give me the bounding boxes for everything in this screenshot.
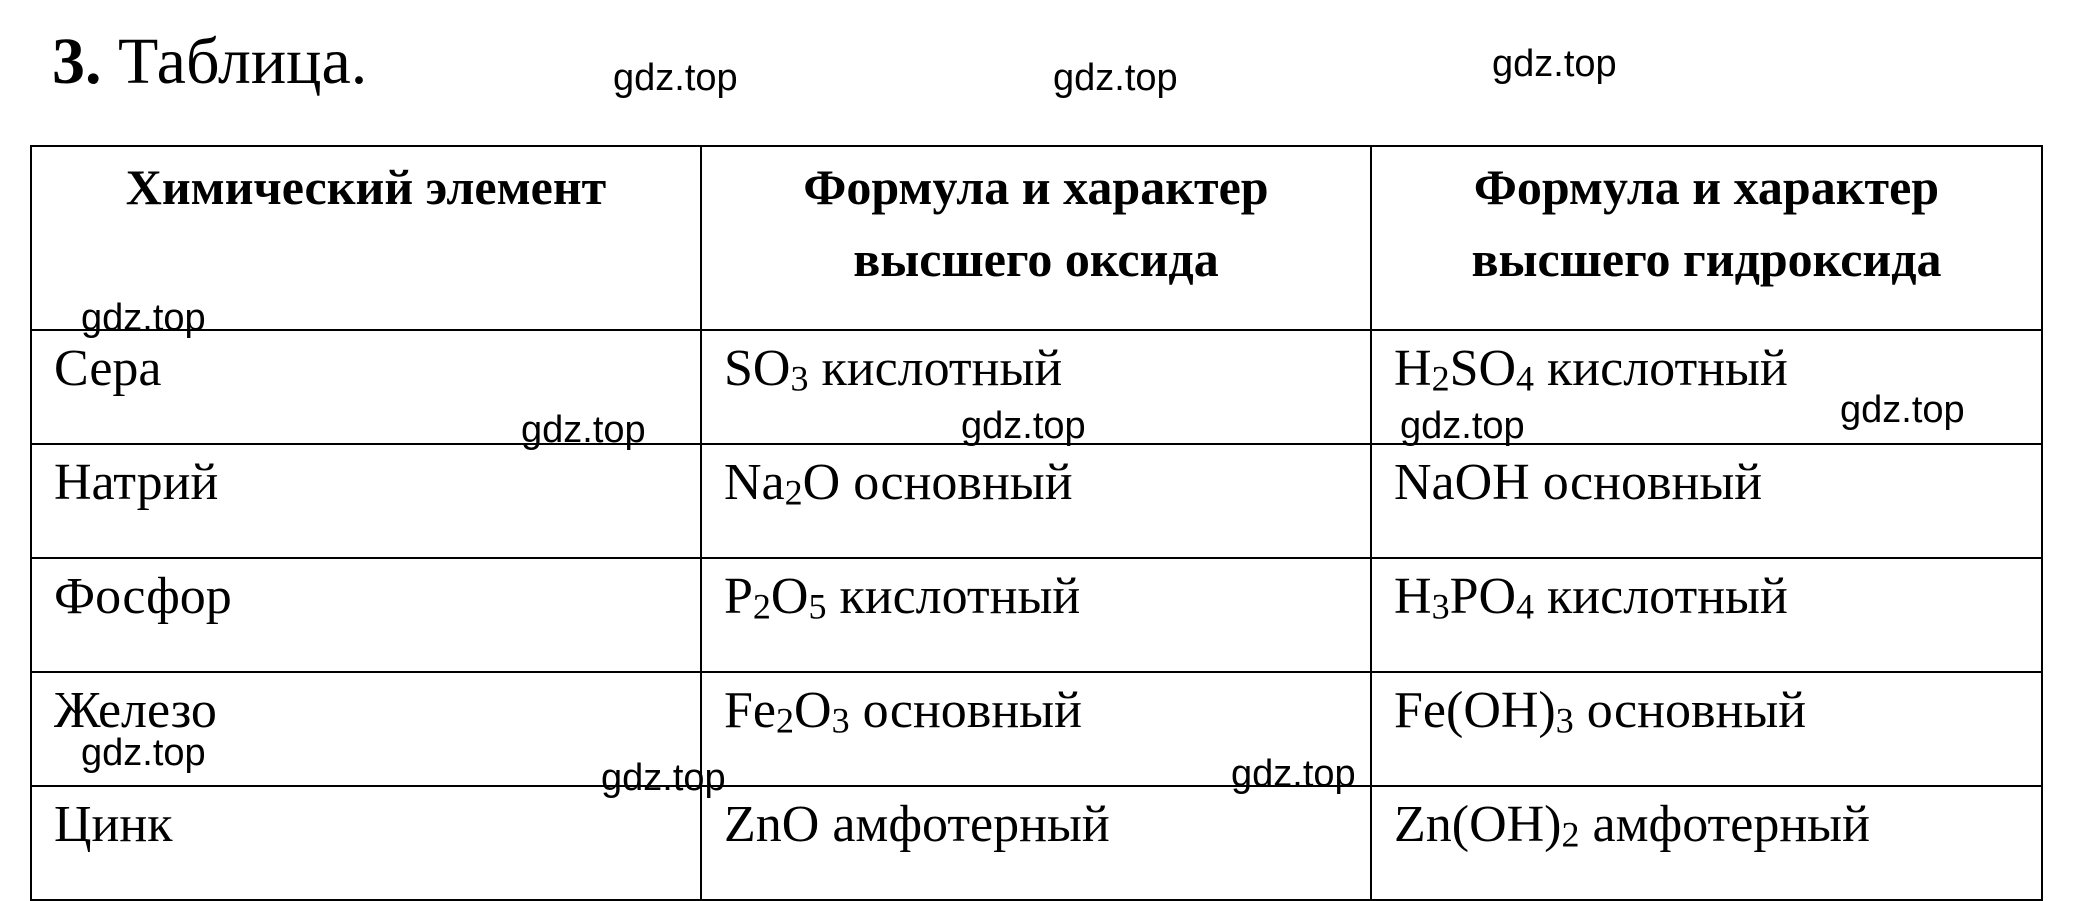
oxide-subscript: 2 [776,700,794,741]
element-name: Фосфор [31,558,701,672]
watermark: gdz.top [81,297,206,339]
page-heading [52,22,367,102]
hydroxide-subscript: 4 [1516,586,1535,627]
oxide-formula-part: P [724,568,753,625]
hydroxide-subscript: 3 [1431,586,1450,627]
oxide-formula-part: Fe [724,682,776,739]
watermark: gdz.top [1492,43,1617,85]
oxide-formula-part: O [794,682,832,739]
oxide-formula-part: кислотный [808,340,1063,397]
hydroxide-formula-part: SO [1449,340,1517,397]
watermark: gdz.top [613,57,738,99]
table-header-row [31,146,2042,330]
watermark: gdz.top [521,409,646,451]
task-number: 3. [52,25,102,98]
oxide-formula-part: S [724,340,753,397]
hydroxide-subscript: 2 [1561,814,1580,855]
oxide-formula-part: кислотный [826,568,1081,625]
hydroxide-formula-part: H [1394,568,1432,625]
oxide-cell [701,558,1371,672]
oxide-formula-part: ZnO [724,796,820,853]
hydroxide-formula-part: Zn(OH) [1394,796,1562,853]
hydroxide-formula-part: кислотный [1534,340,1788,397]
watermark: gdz.top [81,732,206,774]
hydroxide-cell [1371,558,2042,672]
oxide-cell [701,786,1371,900]
hydroxide-subscript: 4 [1516,358,1535,399]
hydroxide-cell [1371,672,2042,786]
watermark: gdz.top [1400,405,1525,447]
header-element: Химический элемент [31,146,701,330]
hydroxide-subscript: 2 [1431,358,1450,399]
watermark: gdz.top [1840,389,1965,431]
oxide-subscript: 2 [784,472,803,513]
header-hydroxide: Формула и характер высшего гидроксида [1371,146,2042,330]
oxide-subscript: 5 [808,586,827,627]
element-name: Натрий [31,444,701,558]
oxide-formula-part: основный [849,682,1082,739]
oxide-subscript: 3 [790,358,809,399]
oxide-formula-part: Na [724,454,785,511]
element-name: Железо [31,672,701,786]
task-title: Таблица. [118,25,368,98]
watermark: gdz.top [601,757,726,799]
watermark: gdz.top [1053,57,1178,99]
table-row [31,786,2042,900]
hydroxide-formula-part: PO [1449,568,1517,625]
hydroxide-formula-part: H [1394,340,1432,397]
hydroxide-formula-part: NaOH [1394,454,1530,511]
oxide-formula-part: O [802,454,841,511]
hydroxide-formula-part: кислотный [1534,568,1788,625]
table-row [31,558,2042,672]
hydroxide-cell [1371,786,2042,900]
oxide-cell [701,444,1371,558]
hydroxide-subscript: 3 [1555,700,1574,741]
oxide-subscript: 2 [752,586,771,627]
oxide-formula-part: O [770,568,809,625]
hydroxide-formula-part: основный [1573,682,1807,739]
table-row [31,444,2042,558]
element-name: Цинк [31,786,701,900]
oxide-formula-part: амфотерный [819,796,1110,853]
elements-table [30,145,2043,901]
oxide-subscript: 3 [831,700,850,741]
hydroxide-cell [1371,444,2042,558]
oxide-formula-part: основный [840,454,1073,511]
watermark: gdz.top [961,405,1086,447]
hydroxide-formula-part: Fe(OH) [1394,682,1556,739]
watermark: gdz.top [1231,753,1356,795]
table-row [31,672,2042,786]
element-name: Сера [31,330,701,444]
hydroxide-formula-part: амфотерный [1579,796,1870,853]
header-oxide: Формула и характер высшего оксида [701,146,1371,330]
hydroxide-formula-part: основный [1529,454,1763,511]
oxide-formula-part: O [752,340,791,397]
